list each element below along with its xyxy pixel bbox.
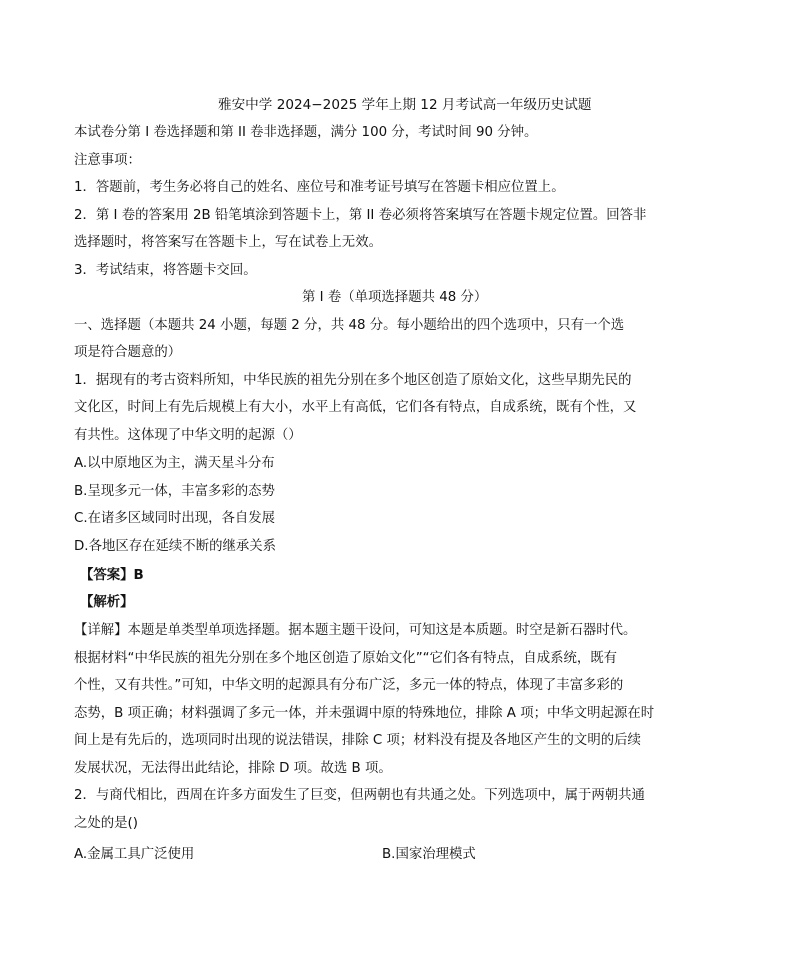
question-1-option-d: D.各地区存在延续不断的继承关系 bbox=[74, 539, 277, 554]
question-1-line-3: 有共性。这体现了中华文明的起源（） bbox=[74, 428, 302, 443]
part-instruction-line-1: 一、选择题（本题共 24 小题，每题 2 分，共 48 分。每小题给出的四个选项中，只有一个选 bbox=[74, 318, 625, 333]
question-1-option-b: B.呈现多元一体，丰富多彩的态势 bbox=[74, 484, 275, 499]
question-2-option-a: A.金属工具广泛使用 bbox=[74, 847, 195, 862]
analysis-label: 【解析】 bbox=[80, 595, 134, 610]
detail-line-3: 个性，又有共性。”可知，中华文明的起源具有分布广泛，多元一体的特点，体现了丰富多彩的 bbox=[74, 678, 624, 693]
question-1-line-2: 文化区，时间上有先后规模上有大小，水平上有高低，它们各有特点，自成系统，既有个性，又 bbox=[74, 400, 637, 415]
question-2-option-b: B.国家治理模式 bbox=[382, 847, 476, 862]
exam-intro: 本试卷分第 I 卷选择题和第 II 卷非选择题，满分 100 分，考试时间 90 分钟。 bbox=[74, 125, 538, 140]
exam-title: 雅安中学 2024−2025 学年上期 12 月考试高一年级历史试题 bbox=[218, 97, 592, 113]
question-1-line-1: 1．据现有的考古资料所知，中华民族的祖先分别在多个地区创造了原始文化，这些早期先民的 bbox=[74, 373, 632, 388]
question-2-line-1: 2．与商代相比，西周在许多方面发生了巨变，但两朝也有共通之处。下列选项中，属于两朝共通 bbox=[74, 788, 645, 803]
notes-heading: 注意事项： bbox=[74, 153, 141, 168]
detail-line-4: 态势，B 项正确；材料强调了多元一体，并未强调中原的特殊地位，排除 A 项；中华文明起源在时 bbox=[74, 706, 655, 721]
detail-line-6: 发展状况，无法得出此结论，排除 D 项。故选 B 项。 bbox=[74, 761, 392, 776]
detail-line-2: 根据材料“中华民族的祖先分别在多个地区创造了原始文化”“它们各有特点，自成系统，既有 bbox=[74, 651, 618, 666]
note-3: 3．考试结束，将答题卡交回。 bbox=[74, 263, 257, 278]
question-1-option-a: A.以中原地区为主，满天星斗分布 bbox=[74, 456, 275, 471]
note-1: 1．答题前，考生务必将自己的姓名、座位号和准考证号填写在答题卡相应位置上。 bbox=[74, 180, 565, 195]
detail-line-1: 【详解】本题是单类型单项选择题。据本题主题干设问，可知这是本质题。时空是新石器时代。 bbox=[74, 623, 637, 638]
note-2-line-1: 2．第 I 卷的答案用 2B 铅笔填涂到答题卡上，第 II 卷必须将答案填写在答题卡规定位置。回答非 bbox=[74, 208, 647, 223]
detail-line-5: 间上是有先后的，选项同时出现的说法错误，排除 C 项；材料没有提及各地区产生的文明的后续 bbox=[74, 733, 641, 748]
question-1-option-c: C.在诸多区域同时出现，各自发展 bbox=[74, 511, 276, 526]
section-heading: 第 I 卷（单项选择题共 48 分） bbox=[302, 290, 488, 305]
part-instruction-line-2: 项是符合题意的） bbox=[74, 345, 182, 360]
question-2-line-2: 之处的是() bbox=[74, 816, 139, 831]
note-2-line-2: 选择题时，将答案写在答题卡上，写在试卷上无效。 bbox=[74, 235, 382, 250]
answer-label: 【答案】B bbox=[80, 568, 144, 583]
